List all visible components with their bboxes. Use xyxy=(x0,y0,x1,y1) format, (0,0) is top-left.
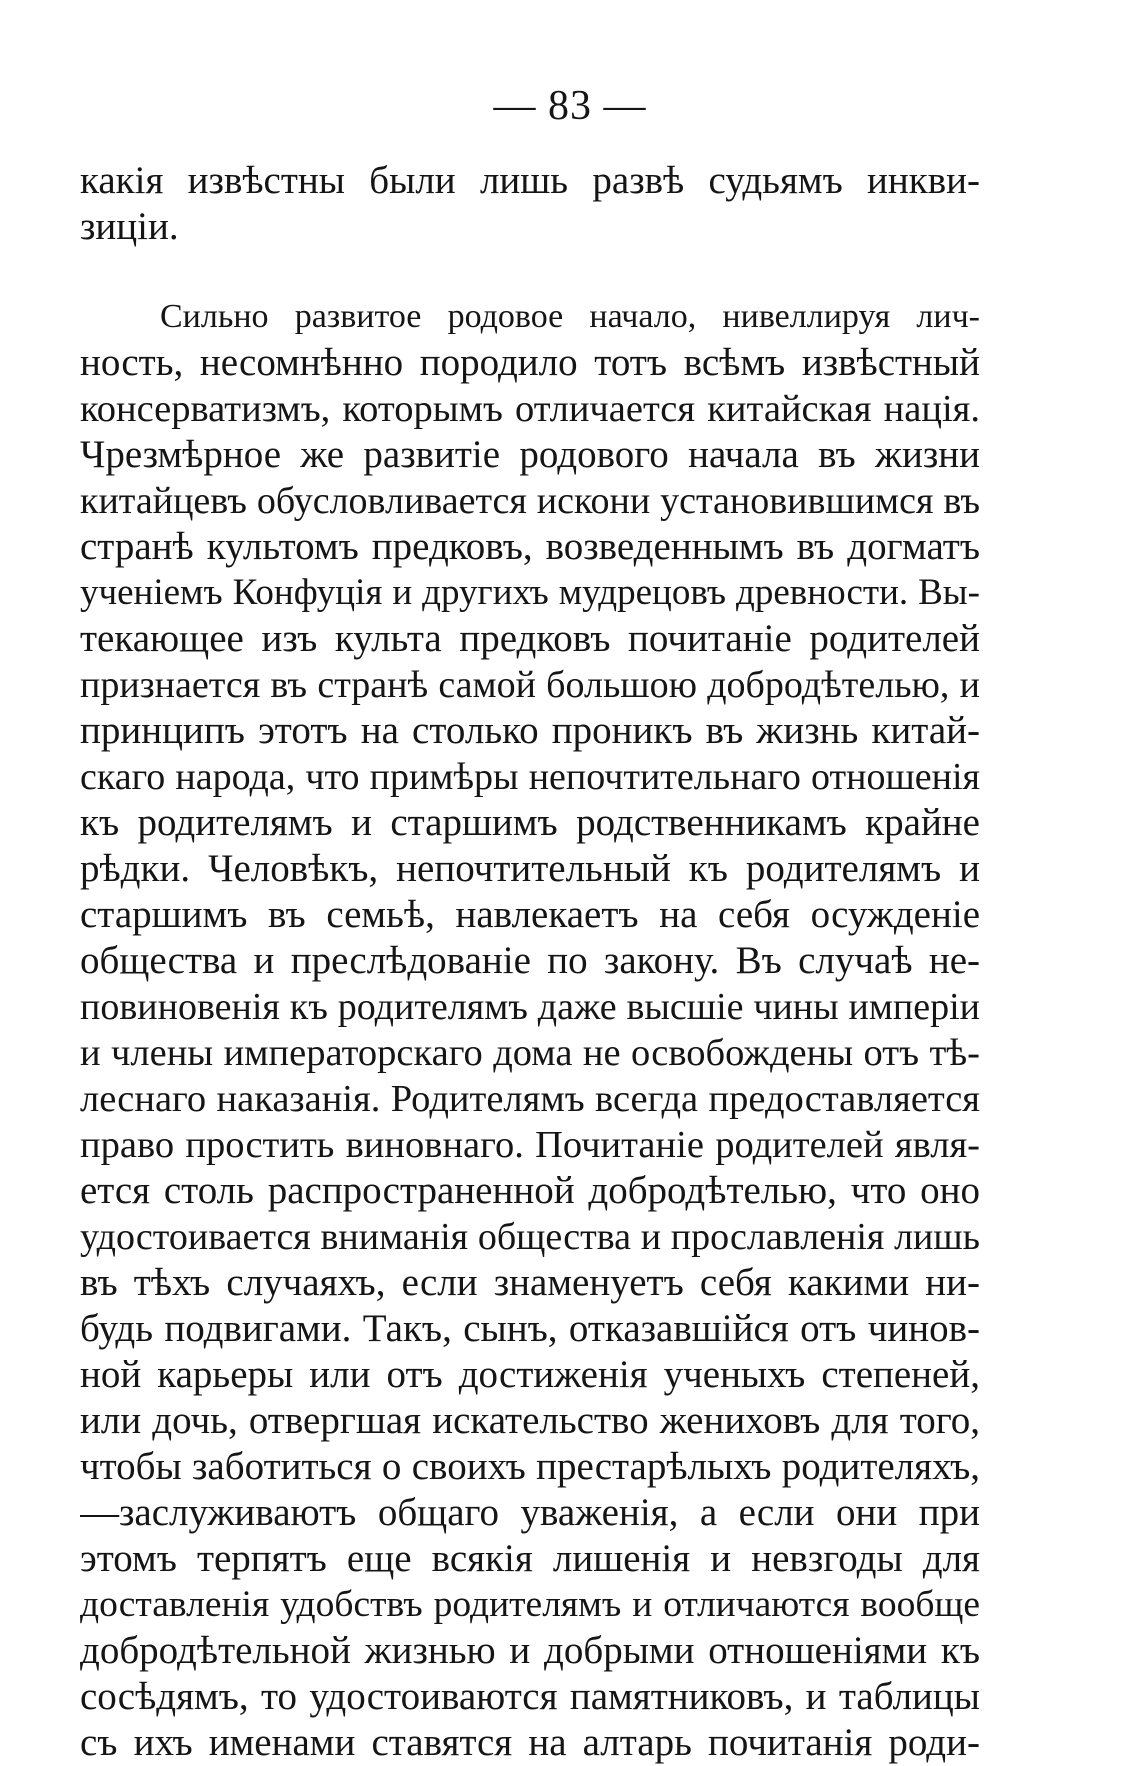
text-line: и члены императорскаго дома не освобождены отъ тѣ- xyxy=(80,1032,980,1074)
text-line: повиновенія къ родителямъ даже высшіе чины имперіи xyxy=(80,986,980,1028)
paragraph-gap xyxy=(80,250,980,294)
text-line: ной карьеры или отъ достиженія ученыхъ степеней, xyxy=(80,1353,980,1396)
text-line: Чрезмѣрное же развитіе родового начала въ жизни xyxy=(80,433,980,476)
text-line: китайцевъ обусловливается искони установившимся въ xyxy=(80,480,980,522)
text-line: рѣдки. Человѣкъ, непочтительный къ родителямъ и xyxy=(80,847,980,890)
text-line: леснаго наказанія. Родителямъ всегда предоставляется xyxy=(80,1078,980,1120)
page-number: — 83 — xyxy=(493,83,647,129)
text-line: странѣ культомъ предковъ, возведеннымъ въ догматъ xyxy=(80,525,980,568)
text-line: —заслуживаютъ общаго уваженія, а если они при xyxy=(80,1491,980,1534)
text-line: право простить виновнаго. Почитаніе родителей явля- xyxy=(80,1124,980,1166)
text-line: зиціи. xyxy=(80,205,179,248)
text-line: въ тѣхъ случаяхъ, если знаменуетъ себя какими ни- xyxy=(80,1261,980,1304)
text-line: добродѣтельной жизнью и добрыми отношеніями къ xyxy=(80,1629,980,1672)
text-line: удостоивается вниманія общества и прославленія лишь xyxy=(80,1216,980,1258)
paragraph-continuation xyxy=(80,158,980,250)
text-line: ученіемъ Конфуція и другихъ мудрецовъ древности. Вы- xyxy=(80,572,980,613)
text-line: къ родителямъ и старшимъ родственникамъ крайне xyxy=(80,801,980,844)
text-line: ется столь распространенной добродѣтелью, что оно xyxy=(80,1169,980,1212)
text-line: ность, несомнѣнно породило тотъ всѣмъ извѣстный xyxy=(80,341,980,384)
text-line: какія извѣстны были лишь развѣ судьямъ инкви- xyxy=(80,159,980,202)
paragraph-main xyxy=(80,294,980,1766)
text-line: старшимъ въ семьѣ, навлекаетъ на себя осужденіе xyxy=(80,893,980,936)
text-line: общества и преслѣдованіе по закону. Въ случаѣ не- xyxy=(80,939,980,982)
text-line: принципъ этотъ на столько проникъ въ жизнь китай- xyxy=(80,709,980,752)
text-line: или дочь, отвергшая искательство жениховъ для того, xyxy=(80,1399,980,1442)
text-line: этомъ терпятъ еще всякія лишенія и невзгоды для xyxy=(80,1537,980,1580)
text-line: чтобы заботиться о своихъ престарѣлыхъ родителяхъ, xyxy=(80,1445,980,1488)
text-line: доставленія удобствъ родителямъ и отличаются вообще xyxy=(80,1584,980,1625)
text-line: скаго народа, что примѣры непочтительнаго отношенія xyxy=(80,756,980,798)
text-line: текающее изъ культа предковъ почитаніе родителей xyxy=(80,617,980,660)
text-line: признается въ странѣ самой большою добродѣтелью, и xyxy=(80,664,980,706)
text-line: будь подвигами. Такъ, сынъ, отказавшійся отъ чинов- xyxy=(80,1307,980,1350)
text-line: консерватизмъ, которымъ отличается китайская нація. xyxy=(80,388,980,430)
body-text xyxy=(80,158,980,1766)
text-line: съ ихъ именами ставятся на алтарь почитанія роди- xyxy=(80,1721,980,1764)
text-line: сосѣдямъ, то удостоиваются памятниковъ, и таблицы xyxy=(80,1675,980,1718)
text-line: Сильно развитое родовое начало, нивеллируя лич- xyxy=(160,298,980,335)
